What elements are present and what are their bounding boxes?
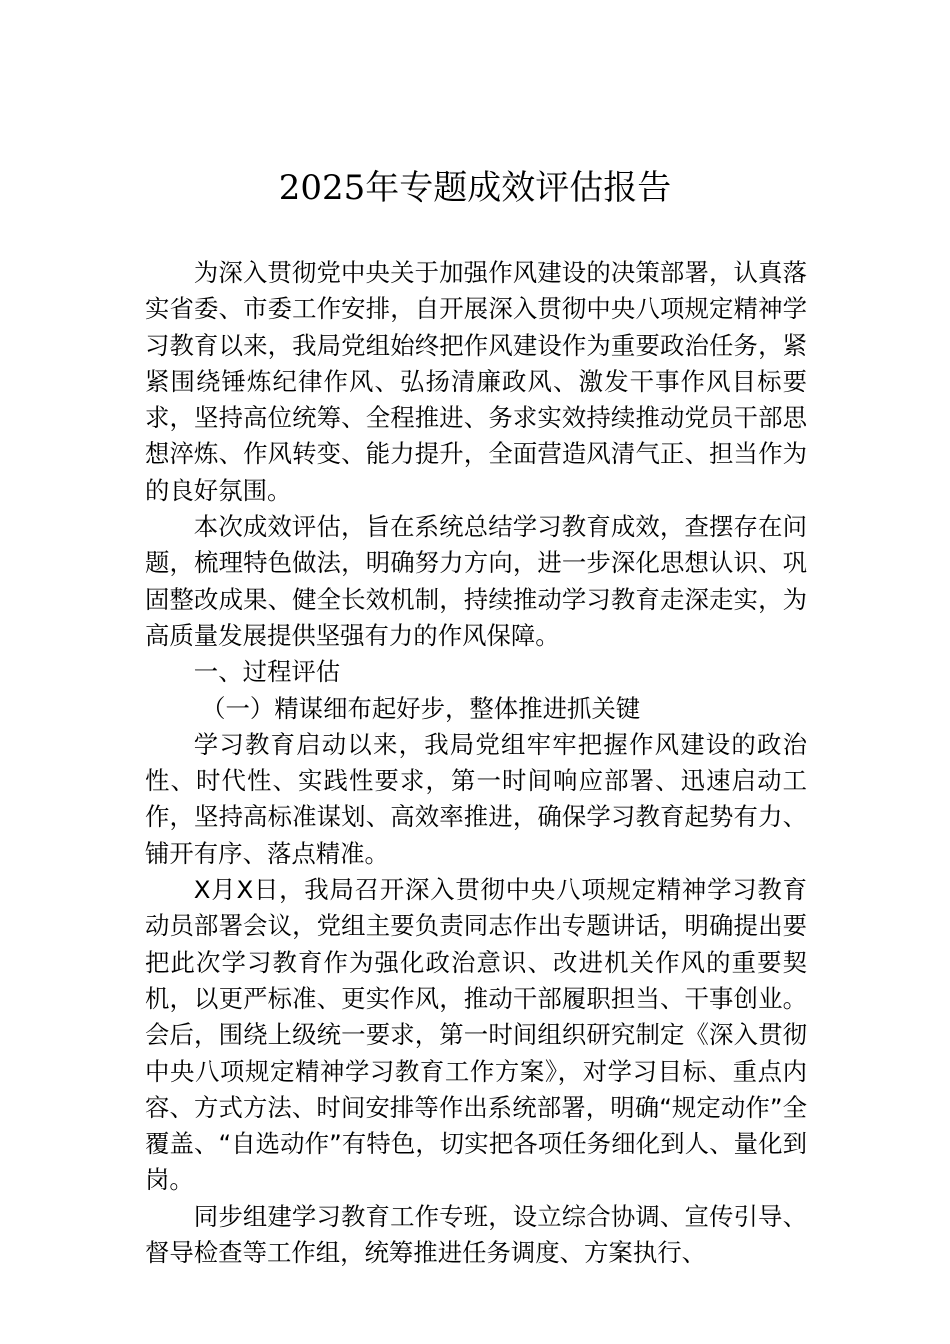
subsection-heading-planning: （一）精谋细布起好步，整体推进抓关键 xyxy=(201,693,641,723)
document-body xyxy=(145,255,807,1271)
section-heading-process: 一、过程评估 xyxy=(193,657,341,687)
paragraph-intro: 为深入贯彻党中央关于加强作风建设的决策部署，认真落实省委、市委工作安排，自开展深入贯彻中央八项规定精神学习教育以来，我局党组始终把作风建设作为重要政治任务，紧紧围绕锤炼纪律作风、弘扬清廉政风、激发干事作风目标要求，坚持高位统筹、全程推进、务求实效持续推动党员干部思想淬炼、作风转变、能力提升，全面营造风清气正、担当作为的良好氛围。 xyxy=(145,258,807,505)
paragraph-meeting: X月X日，我局召开深入贯彻中央八项规定精神学习教育动员部署会议，党组主要负责同志作出专题讲话，明确提出要把此次学习教育作为强化政治意识、改进机关作风的重要契机，以更严标准、更实作风，推动干部履职担当、干事创业。会后，围绕上级统一要求，第一时间组织研究制定《深入贯彻中央八项规定精神学习教育工作方案》，对学习目标、重点内容、方式方法、时间安排等作出系统部署，明确“规定动作”全覆盖、“自选动作”有特色，切实把各项任务细化到人、量化到岗。 xyxy=(145,875,807,1195)
document-title: 2025年专题成效评估报告 xyxy=(278,168,672,208)
paragraph-purpose: 本次成效评估，旨在系统总结学习教育成效，查摆存在问题，梳理特色做法，明确努力方向，进一步深化思想认识、巩固整改成果、健全长效机制，持续推动学习教育走深走实，为高质量发展提供坚强有力的作风保障。 xyxy=(145,512,807,650)
paragraph-launch: 学习教育启动以来，我局党组牢牢把握作风建设的政治性、时代性、实践性要求，第一时间响应部署、迅速启动工作，坚持高标准谋划、高效率推进，确保学习教育起势有力、铺开有序、落点精准。 xyxy=(145,729,807,868)
paragraph-task-force: 同步组建学习教育工作专班，设立综合协调、宣传引导、督导检查等工作组，统筹推进任务调度、方案执行、 xyxy=(145,1201,807,1268)
